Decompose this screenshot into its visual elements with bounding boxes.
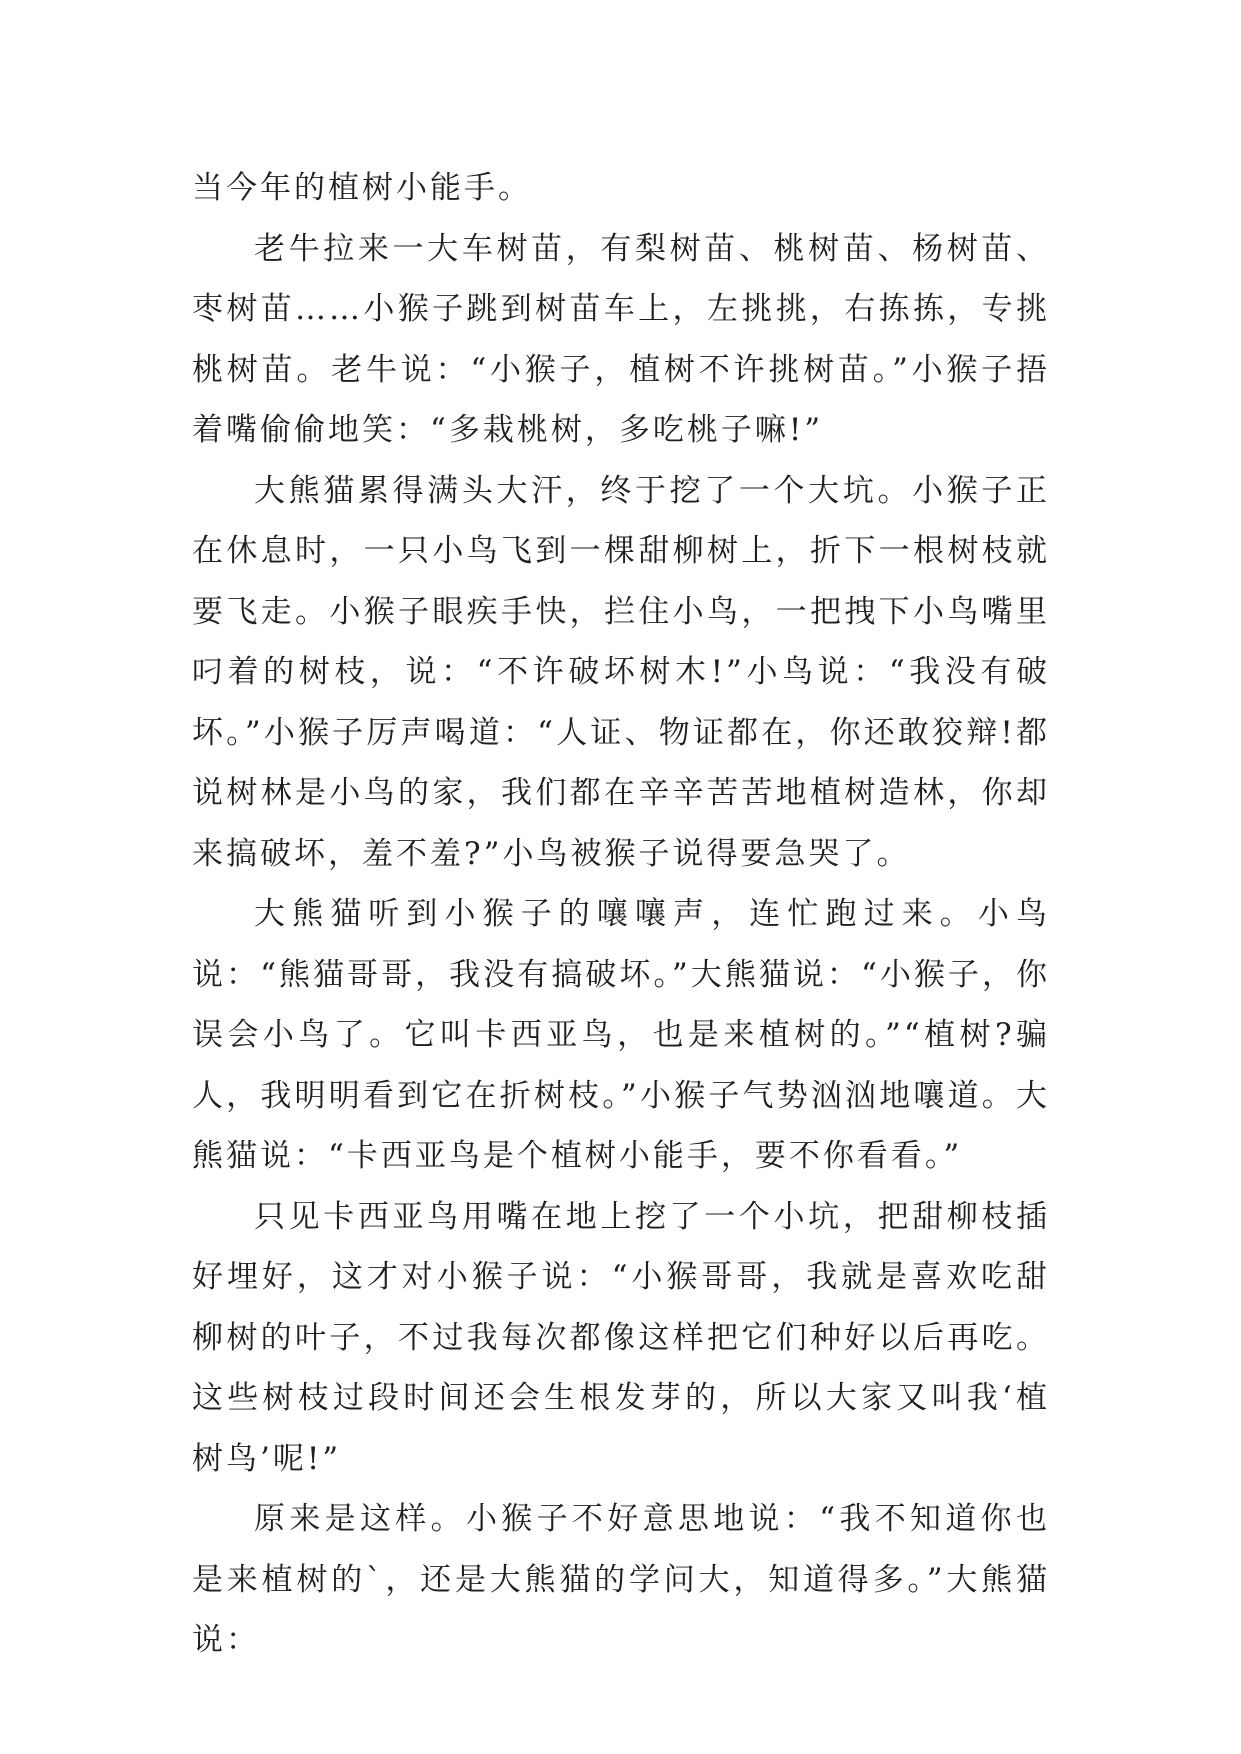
paragraph: 大熊猫累得满头大汗，终于挖了一个大坑。小猴子正在休息时，一只小鸟飞到一棵甜柳树上，折下一根树枝就要飞走。小猴子眼疾手快，拦住小鸟，一把拽下小鸟嘴里叼着的树枝，说：“不许破坏树木!”小鸟说：“我没有破坏。”小猴子厉声喝道：“人证、物证都在，你还敢狡辩!都说树林是小鸟的家，我们都在辛辛苦苦地植树造林，你却来搞破坏，羞不羞?”小鸟被猴子说得要急哭了。 [192, 472, 1050, 872]
paragraph: 原来是这样。小猴子不好意思地说：“我不知道你也是来植树的`，还是大熊猫的学问大，知道得多。”大熊猫说： [192, 1501, 1050, 1658]
story-text [192, 158, 1050, 1671]
paragraph: 老牛拉来一大车树苗，有梨树苗、桃树苗、杨树苗、枣树苗……小猴子跳到树苗车上，左挑挑，右拣拣，专挑桃树苗。老牛说：“小猴子，植树不许挑树苗。”小猴子捂着嘴偷偷地笑：“多栽桃树，多吃桃子嘛!” [192, 230, 1050, 448]
paragraph-continuation: 当今年的植树小能手。 [192, 170, 532, 206]
paragraph: 大熊猫听到小猴子的嚷嚷声，连忙跑过来。小鸟说：“熊猫哥哥，我没有搞破坏。”大熊猫说：“小猴子，你误会小鸟了。它叫卡西亚鸟，也是来植树的。”“植树?骗人，我明明看到它在折树枝。”小猴子气势汹汹地嚷道。大熊猫说：“卡西亚鸟是个植树小能手，要不你看看。” [192, 896, 1050, 1174]
paragraph: 只见卡西亚鸟用嘴在地上挖了一个小坑，把甜柳枝插好埋好，这才对小猴子说：“小猴哥哥，我就是喜欢吃甜柳树的叶子，不过我每次都像这样把它们种好以后再吃。这些树枝过段时间还会生根发芽的，所以大家又叫我‘植树鸟’呢!” [192, 1198, 1050, 1477]
